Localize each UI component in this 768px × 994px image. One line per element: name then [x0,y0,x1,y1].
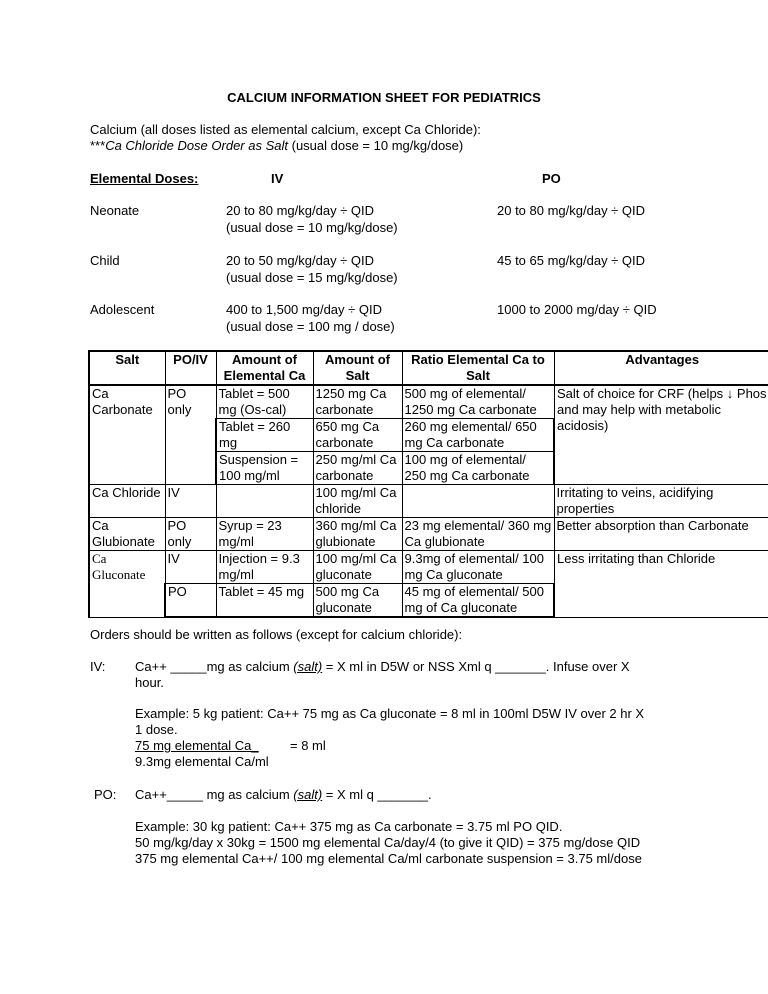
page-title: CALCIUM INFORMATION SHEET FOR PEDIATRICS [227,90,541,105]
iv-order-hour: hour. [135,675,164,690]
iv-order-salt: (salt) [293,659,323,674]
iv-order-text-a: Ca++ _____mg as calcium [135,659,294,674]
intro-stars: *** [90,138,106,153]
salt-glubionate: Ca Glubionate [89,518,165,551]
header-salt: Salt [89,351,165,385]
po-order-salt: (salt) [293,787,323,802]
intro-usual-dose: (usual dose = 10 mg/kg/dose) [288,138,464,153]
amount-carbonate-tab260: Tablet = 260 mg [216,419,313,452]
iv-example-line-1: Example: 5 kg patient: Ca++ 75 mg as Ca gluconate = 8 ml in 100ml D5W IV over 2 hr X [135,706,645,721]
salt-chloride: Ca Chloride [89,485,165,518]
po-order-template [135,787,432,803]
ratio-gluconate-iv: 9.3mg of elemental/ 100 mg Ca gluconate [402,551,554,584]
table-row [89,518,768,551]
advantages-carbonate: Salt of choice for CRF (helps ↓ Phos and may help with metabolic acidosis) [554,385,768,485]
dose-iv-usual-adolescent: (usual dose = 100 mg / dose) [226,319,395,334]
amount-gluconate-iv: Injection = 9.3 mg/ml [216,551,313,584]
dose-iv-usual-neonate: (usual dose = 10 mg/kg/dose) [226,220,398,235]
iv-order-text-b: = X ml in D5W or NSS Xml q _______. Infuse over X [322,659,630,674]
salt-amount-gluconate-po: 500 mg Ca gluconate [313,584,402,618]
salt-amount-carbonate-tab260: 650 mg Ca carbonate [313,419,402,452]
route-gluconate-iv: IV [165,551,216,584]
route-gluconate-po: PO [165,584,216,618]
amount-gluconate-po: Tablet = 45 mg [216,584,313,618]
route-carbonate: PO only [165,385,216,485]
salt-amount-glubionate: 360 mg/ml Ca glubionate [313,518,402,551]
header-salt-amount: Amount of Salt [313,351,402,385]
salt-amount-chloride: 100 mg/ml Ca chloride [313,485,402,518]
header-advantages: Advantages [554,351,768,385]
po-order-text-a: Ca++_____ mg as calcium [135,787,294,802]
table-row [89,485,768,518]
elemental-doses-heading: Elemental Doses: [90,171,199,186]
ratio-carbonate-tab500: 500 mg of elemental/ 1250 mg Ca carbonate [402,385,554,419]
salt-amount-carbonate-susp: 250 mg/ml Ca carbonate [313,452,402,485]
intro-chloride-note: Ca Chloride Dose Order as Salt [105,138,288,153]
dose-iv-child: 20 to 50 mg/kg/day ÷ QID [226,253,375,268]
dose-label-adolescent: Adolescent [90,302,155,317]
header-ratio: Ratio Elemental Ca to Salt [402,351,554,385]
iv-column-header: IV [271,171,284,186]
calcium-salts-table [88,350,768,618]
amount-glubionate: Syrup = 23 mg/ml [216,518,313,551]
amount-carbonate-tab500: Tablet = 500 mg (Os-cal) [216,385,313,419]
ratio-chloride [402,485,554,518]
dose-iv-neonate: 20 to 80 mg/kg/day ÷ QID [226,203,375,218]
advantages-glubionate: Better absorption than Carbonate [554,518,768,551]
iv-example-line-2: 1 dose. [135,722,178,737]
po-example-line-2: 50 mg/kg/day x 30kg = 1500 mg elemental Ca/day/4 (to give it QID) = 375 mg/dose QID [135,835,641,850]
iv-example-denominator: 9.3mg elemental Ca/ml [135,754,269,769]
header-route: PO/IV [165,351,216,385]
ratio-gluconate-po: 45 mg of elemental/ 500 mg of Ca gluconate [402,584,554,618]
amount-chloride [216,485,313,518]
dose-iv-adolescent: 400 to 1,500 mg/day ÷ QID [226,302,382,317]
advantages-gluconate: Less irritating than Chloride [554,551,768,618]
intro-line-2 [90,138,463,154]
salt-carbonate: Ca Carbonate [89,385,165,485]
dose-po-adolescent: 1000 to 2000 mg/day ÷ QID [497,302,657,317]
ratio-glubionate: 23 mg elemental/ 360 mg Ca glubionate [402,518,554,551]
table-row [89,385,768,419]
salt-gluconate: Ca Gluconate [89,551,165,618]
intro-line-1: Calcium (all doses listed as elemental calcium, except Ca Chloride): [90,122,481,137]
orders-intro: Orders should be written as follows (except for calcium chloride): [90,627,463,642]
ratio-carbonate-susp: 100 mg of elemental/ 250 mg Ca carbonate [402,452,554,485]
amount-carbonate-susp: Suspension = 100 mg/ml [216,452,313,485]
dose-iv-usual-child: (usual dose = 15 mg/kg/dose) [226,270,398,285]
po-column-header: PO [542,171,561,186]
dose-label-child: Child [90,253,120,268]
ratio-carbonate-tab260: 260 mg elemental/ 650 mg Ca carbonate [402,419,554,452]
dose-po-child: 45 to 65 mg/kg/day ÷ QID [497,253,646,268]
advantages-chloride: Irritating to veins, acidifying properties [554,485,768,518]
po-example-line-3: 375 mg elemental Ca++/ 100 mg elemental Ca/ml carbonate suspension = 3.75 ml/dose [135,851,642,866]
iv-order-template [135,659,630,675]
salt-amount-gluconate-iv: 100 mg/ml Ca gluconate [313,551,402,584]
header-elemental-amount: Amount of Elemental Ca [216,351,313,385]
table-header-row [89,351,768,385]
po-order-label: PO: [94,787,117,802]
iv-example-numerator: 75 mg elemental Ca_ [135,738,259,753]
salt-amount-carbonate-tab500: 1250 mg Ca carbonate [313,385,402,419]
dose-po-neonate: 20 to 80 mg/kg/day ÷ QID [497,203,646,218]
table-row [89,551,768,584]
route-chloride: IV [165,485,216,518]
iv-example-result: = 8 ml [290,738,326,753]
dose-label-neonate: Neonate [90,203,140,218]
iv-order-label: IV: [90,659,106,674]
po-example-line-1: Example: 30 kg patient: Ca++ 375 mg as Ca carbonate = 3.75 ml PO QID. [135,819,563,834]
route-glubionate: PO only [165,518,216,551]
po-order-text-b: = X ml q _______. [322,787,432,802]
